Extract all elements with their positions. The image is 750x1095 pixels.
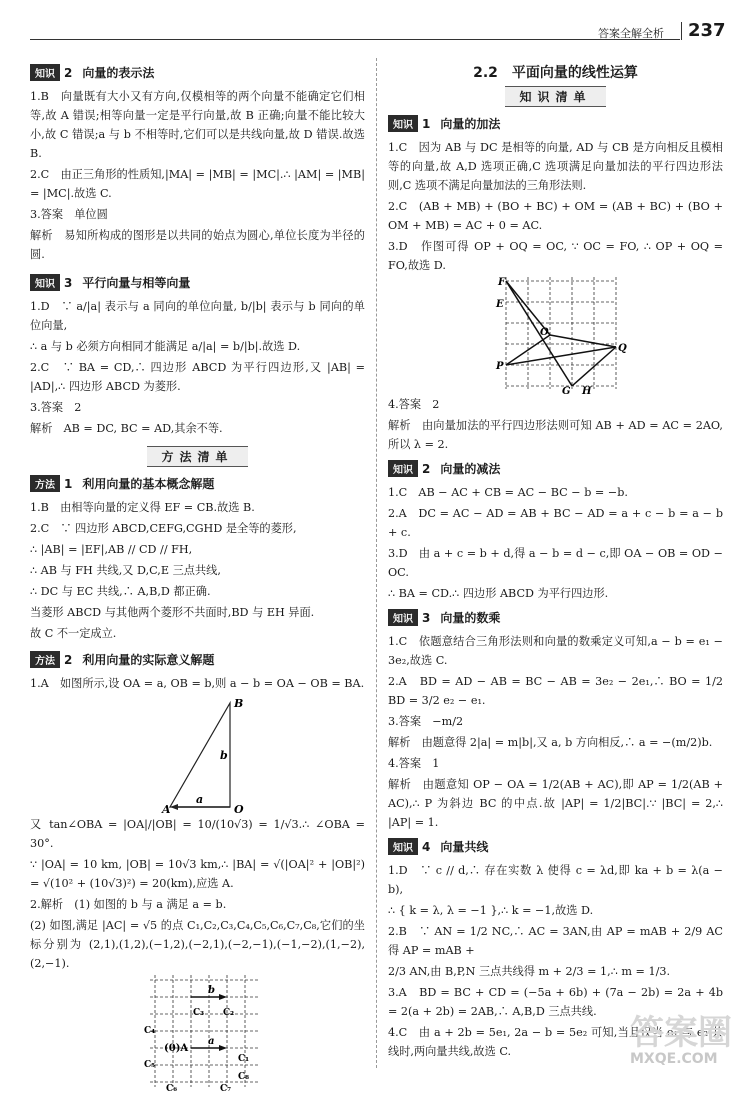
grid-lines (506, 277, 616, 389)
answer-item: 3.D 作图可得 OP + OQ = OC, ∵ OC = FO, ∴ OP + OQ = FO,故选 D. (388, 240, 723, 272)
section-number: 2 (64, 65, 73, 80)
answer-item: 2.A BD = AD − AB = BC − AB = 3e₂ − 2e₁,∴ BO = 1/2 BD = 3/2 e₂ − e₁. (388, 675, 723, 707)
method-banner (30, 446, 365, 467)
answer-line: (2) 如图,满足 |AC| = √5 的点 C₁,C₂,C₃,C₄,C₅,C₆,C₇,C₈,它们的坐标分别为 (2,1),(1,2),(−1,2),(−2,1),(−2,−1),(−1,−2),(1,−2),(2,−1). (30, 919, 365, 970)
label-H: H (582, 386, 592, 397)
header-title: 答案全解全析 (598, 27, 664, 40)
column-divider (376, 58, 377, 1068)
label-P: P (496, 361, 504, 372)
watermark-url: MXQE.COM (630, 1051, 718, 1067)
label-A: A (162, 803, 171, 816)
grid-figure (30, 975, 365, 1095)
answer-line: 2/3 AN,由 B,P,N 三点共线得 m + 2/3 = 1,∴ m = 1/3. (388, 965, 671, 978)
right-column (388, 60, 723, 1063)
label-F: F (498, 277, 506, 288)
section-title: 向量的数乘 (440, 611, 501, 625)
answer-item: 1.D ∵ a/|a| 表示与 a 同向的单位向量, b/|b| 表示与 b 同向的单位向量, (30, 300, 365, 332)
label-C6: C₆ (166, 1084, 178, 1094)
banner-text: 方法清单 (147, 446, 247, 467)
answer-item: 1.C AB − AC + CB = AC − BC − b = −b. (388, 486, 628, 499)
watermark-logo: 答案圈 (630, 1013, 732, 1053)
arrowhead-a (219, 1045, 227, 1051)
label-C8: C₈ (238, 1072, 250, 1082)
answer-line: ∴ |AB| = |EF|,AB // CD // FH, (30, 543, 193, 556)
section-heading (30, 64, 365, 81)
section-tag: 知识 (388, 609, 418, 626)
section-tag: 知识 (388, 115, 418, 132)
answer-explanation: 解析 由题意知 OP − OA = 1/2(AB + AC),即 AP = 1/2(AB + AC),∴ P 为斜边 BC 的中点.故 |AP| = 1/2|BC|.∵ |BC| = 2,∴ |AP| = 1. (388, 778, 723, 829)
section-tag: 知识 (388, 838, 418, 855)
knowledge-banner (388, 86, 723, 107)
section-title: 利用向量的基本概念解题 (82, 477, 215, 491)
answer-line: 又 tan∠OBA = |OA|/|OB| = 10/(10√3) = 1/√3.∴ ∠OBA = 30°. (30, 818, 365, 850)
label-C7: C₇ (220, 1084, 232, 1094)
section-number: 2 (422, 461, 431, 476)
answer-item: 1.B 向量既有大小又有方向,仅模相等的两个向量不能确定它们相等,故 A 错误;相等向量一定是平行向量,故 B 正确;向量不能比较大小,故 C 错误;a 与 b 不相等时,它们可以是共线向量,故 D 错误.故选 B. (30, 90, 365, 160)
label-O: O (234, 803, 244, 816)
section-tag: 方法 (30, 475, 60, 492)
vector-lines (506, 281, 616, 386)
answer-line: 故 C 不一定成立. (30, 627, 117, 640)
grid-lines (150, 975, 260, 1087)
label-b: b (220, 749, 228, 762)
section-number: 2 (64, 652, 73, 667)
header-rule (30, 39, 680, 40)
header-separator (681, 22, 682, 40)
label-C1: C₁ (238, 1054, 250, 1064)
section-heading (388, 115, 723, 132)
answer-item: 2.C ∵ BA = CD,∴ 四边形 ABCD 为平行四边形,又 |AB| = |AD|,∴ 四边形 ABCD 为菱形. (30, 361, 365, 393)
answer-line: ∴ DC 与 EC 共线,∴ A,B,D 都正确. (30, 585, 211, 598)
answer-item: 3.D 由 a + c = b + d,得 a − b = d − c,即 OA − OB = OD − OC. (388, 547, 723, 579)
section-title: 利用向量的实际意义解题 (82, 653, 215, 667)
section-title: 向量的加法 (440, 117, 501, 131)
section-tag: 知识 (30, 64, 60, 81)
answer-item: 3.答案 单位圆 (30, 208, 108, 221)
label-b: b (208, 985, 215, 996)
section-number: 1 (422, 116, 431, 131)
answer-item: 1.D ∵ c // d,∴ 存在实数 λ 使得 c = λd,即 ka + b = λ(a − b), (388, 864, 723, 896)
answer-explanation: 解析 AB = DC, BC = AD,其余不等. (30, 422, 223, 435)
answer-item: 3.答案 2 (30, 401, 82, 414)
section-number: 3 (64, 275, 73, 290)
chapter-title: 2.2 平面向量的线性运算 (473, 65, 638, 81)
label-Q: Q (618, 343, 627, 354)
section-tag: 方法 (30, 651, 60, 668)
answer-item: ∴ a 与 b 必须方向相同才能满足 a/|a| = b/|b|.故选 D. (30, 340, 301, 353)
section-heading (388, 460, 723, 477)
answer-explanation: 解析 易知所构成的图形是以共同的始点为圆心,单位长度为半径的圆. (30, 229, 365, 261)
section-title: 平行向量与相等向量 (82, 276, 191, 290)
section-tag: 知识 (30, 274, 60, 291)
label-B: B (234, 697, 244, 710)
answer-item: 2.B ∵ AN = 1/2 NC,∴ AC = 3AN,由 AP = mAB + 2/9 AC 得 AP = mAB + (388, 925, 723, 957)
answer-explanation: 解析 由题意得 2|a| = m|b|,又 a, b 方向相反,∴ a = −(m/2)b. (388, 736, 713, 749)
section-heading (30, 651, 365, 668)
answer-item: 4.答案 1 (388, 757, 440, 770)
answer-item: 1.B 由相等向量的定义得 EF = CB.故选 B. (30, 501, 255, 514)
section-number: 3 (422, 610, 431, 625)
answer-line: ∵ |OA| = 10 km, |OB| = 10√3 km,∴ |BA| = √(|OA|² + |OB|²) = √(10² + (10√3)²) = 20(km),应选 A. (30, 858, 365, 890)
vector-addition-figure (388, 277, 723, 395)
section-heading (30, 274, 365, 291)
section-title: 向量的表示法 (82, 66, 155, 80)
section-number: 4 (422, 839, 431, 854)
answer-item: 1.C 因为 AB 与 DC 是相等的向量, AD 与 CB 是方向相反且模相等的向量,故 A,D 选项正确,C 选项满足向量加法的平行四边形法则,C 选项不满足向量加法的三角形法则. (388, 141, 723, 192)
answer-explanation: 解析 由向量加法的平行四边形法则可知 AB + AD = AC = 2AO,所以 λ = 2. (388, 419, 723, 451)
page-header (0, 0, 750, 44)
label-C3: C₃ (193, 1008, 205, 1018)
right-triangle-figure (30, 695, 365, 815)
answer-item: 4.答案 2 (388, 398, 440, 411)
section-title: 向量的减法 (440, 462, 501, 476)
section-heading (30, 475, 365, 492)
arrowhead-b (219, 994, 227, 1000)
section-heading (388, 609, 723, 626)
answer-line: ∴ { k = λ, λ = −1 },∴ k = −1,故选 D. (388, 904, 594, 917)
answer-line: ∴ BA = CD.∴ 四边形 ABCD 为平行四边形. (388, 587, 609, 600)
answer-item: 1.A 如图所示,设 OA = a, OB = b,则 a − b = OA − OB = BA. (30, 677, 365, 690)
label-O: O (540, 327, 549, 338)
label-a: a (196, 793, 204, 806)
label-A: (0)A (164, 1043, 189, 1054)
section-tag: 知识 (388, 460, 418, 477)
answer-item: 3.答案 −m/2 (388, 715, 464, 728)
answer-item: 2.A DC = AC − AD = AB + BC − AD = a + c − b = a − b + c. (388, 507, 723, 539)
answer-item: 2.C (AB + MB) + (BO + BC) + OM = (AB + BC) + (BO + OM + MB) = AC + 0 = AC. (388, 200, 723, 232)
answer-item: 2.C 由正三角形的性质知,|MA| = |MB| = |MC|.∴ |AM| = |MB| = |MC|.故选 C. (30, 168, 365, 200)
label-C2: C₂ (223, 1008, 235, 1018)
label-E: E (496, 299, 504, 310)
answer-item: 3.A BD = BC + CD = (−5a + 6b) + (7a − 2b) = 2a + 4b = 2(a + 2b) = 2AB,∴ A,B,D 三点共线. (388, 986, 723, 1018)
label-C5: C₅ (144, 1060, 156, 1070)
answer-item: 2.解析 (1) 如图的 b 与 a 满足 a = b. (30, 898, 227, 911)
left-column (30, 60, 365, 1095)
section-number: 1 (64, 476, 73, 491)
label-a: a (208, 1036, 215, 1047)
page-number: 237 (688, 20, 726, 41)
label-C4: C₄ (144, 1026, 156, 1036)
banner-text: 知识清单 (505, 86, 605, 107)
answer-item: 1.C 依题意结合三角形法则和向量的数乘定义可知,a − b = e₁ − 3e₂,故选 C. (388, 635, 723, 667)
answer-line: 当菱形 ABCD 与其他两个菱形不共面时,BD 与 EH 异面. (30, 606, 315, 619)
answer-item: 2.C ∵ 四边形 ABCD,CEFG,CGHD 是全等的菱形, (30, 522, 297, 535)
label-G: G (562, 386, 571, 397)
answer-item: 4.C 由 a + 2b = 5e₁, 2a − b = 5e₂ 可知,当且仅当 e₁ 与 e₂ 共线时,两向量共线,故选 C. (388, 1026, 723, 1058)
answer-line: ∴ AB 与 FH 共线,又 D,C,E 三点共线, (30, 564, 221, 577)
section-heading (388, 838, 723, 855)
watermark (630, 1015, 732, 1067)
section-title: 向量共线 (440, 840, 489, 854)
